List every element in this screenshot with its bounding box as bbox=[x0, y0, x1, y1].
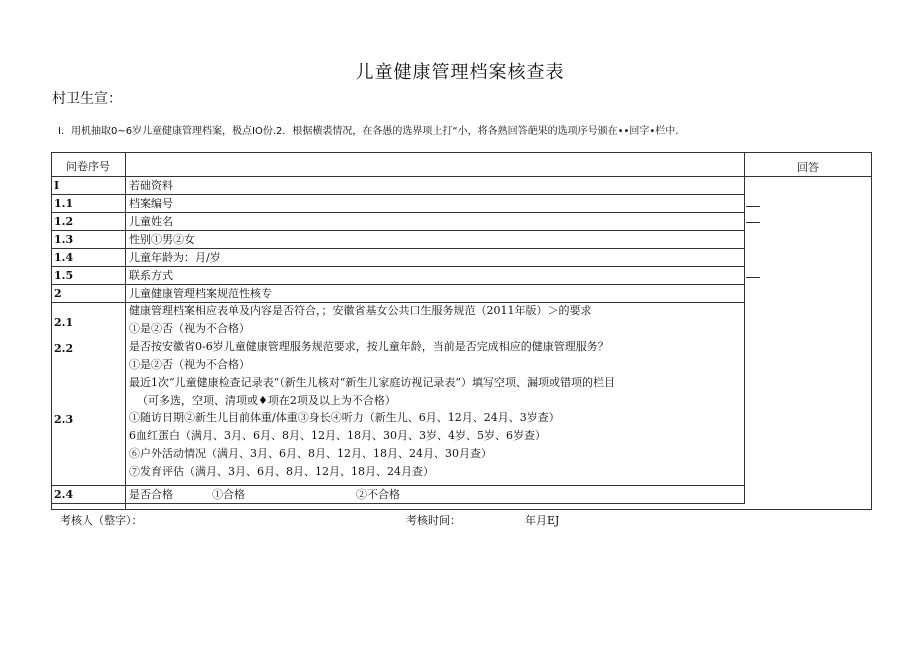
reviewer-label: 考核人（整字）： bbox=[60, 514, 143, 527]
row-divider bbox=[51, 485, 745, 486]
section2-line: ①是②否（视为不合格） bbox=[129, 322, 250, 335]
qualified-label: 是否合格 bbox=[129, 488, 173, 501]
option-qualified[interactable]: ①合格 bbox=[212, 488, 245, 501]
header-number: 问卷序号 bbox=[66, 160, 110, 173]
row-divider bbox=[51, 212, 745, 213]
row-text: 性别①男②女 bbox=[129, 233, 195, 246]
village-clinic-label: 村卫生宣： bbox=[52, 91, 122, 107]
row-divider bbox=[51, 266, 745, 267]
row-text: 若础资料 bbox=[129, 179, 173, 192]
answer-blank[interactable] bbox=[746, 277, 760, 278]
section2-line: ⑦发育评估（满月、3月、6月、8月、12月、18月、24月查） bbox=[129, 465, 434, 478]
review-time-label: 考核时间： bbox=[406, 514, 461, 527]
row-divider bbox=[51, 194, 745, 195]
section2-line: ①是②否（视为不合格） bbox=[129, 358, 250, 371]
row-number: 2.4 bbox=[54, 488, 74, 501]
row-number: 1.4 bbox=[54, 251, 74, 264]
row-number: 2 bbox=[54, 287, 62, 300]
row-divider bbox=[51, 503, 745, 504]
row-divider bbox=[51, 302, 745, 303]
row-number: 2.2 bbox=[54, 342, 74, 355]
row-divider bbox=[51, 248, 745, 249]
row-text: 儿童健康管理档案规范性核专 bbox=[129, 287, 272, 300]
answer-blank[interactable] bbox=[746, 222, 760, 223]
header-answer: 回答 bbox=[797, 161, 819, 174]
row-divider bbox=[51, 230, 745, 231]
column-divider-answer bbox=[744, 152, 745, 503]
header-divider bbox=[51, 176, 872, 177]
section2-line: 最近1次“儿童健康检查记录表“（新生儿核对“新生儿家庭访视记录表”）填写空项、漏项或错项的栏目 bbox=[129, 376, 615, 389]
instructions-text: I．用机抽取0~6岁儿童健康管理档案，极点IO份.2．根据横裘情况，在各愚的选界项上打“小，将各熟回答葩果的选项序号颁在••回字•栏中. bbox=[58, 126, 679, 137]
date-label: 年月EJ bbox=[525, 514, 560, 527]
row-number: 1.3 bbox=[54, 233, 74, 246]
section2-line: （可多选，空项、清项或♦项在2项及以上为不合格） bbox=[137, 394, 396, 407]
row-text: 联系方式 bbox=[129, 269, 173, 282]
row-text: 儿童年龄为：月/岁 bbox=[129, 251, 221, 264]
section2-line: ⑥户外活动情况（满月、3月、6月、8月、12月、18月、24月、30月查） bbox=[129, 447, 492, 460]
section2-line: ①随访日期②新生儿目前体重/体重③身长④听力（新生儿、6月、12月、24月、3岁查） bbox=[129, 411, 560, 424]
row-number: 2.1 bbox=[54, 316, 74, 329]
answer-blank[interactable] bbox=[746, 206, 760, 207]
row-number: 1.5 bbox=[54, 269, 74, 282]
option-unqualified[interactable]: ②不合格 bbox=[356, 488, 400, 501]
row-number: 1.2 bbox=[54, 215, 74, 228]
row-divider bbox=[51, 284, 745, 285]
row-number: I bbox=[54, 179, 60, 192]
row-text: 档案编号 bbox=[129, 197, 173, 210]
section2-line: 6血红蛋白（满月、3月、6月、8月、12月、18月、30月、3岁、4岁、5岁、6岁查） bbox=[129, 429, 546, 442]
row-number: 2.3 bbox=[54, 413, 74, 426]
column-divider-number bbox=[125, 152, 126, 510]
row-text: 儿童姓名 bbox=[129, 215, 173, 228]
row-number: 1.1 bbox=[54, 197, 74, 210]
page-title: 儿童健康管理档案核查表 bbox=[355, 62, 565, 83]
section2-line: 健康管理档案相应表单及内容是否符合，；安徽省基女公共口生服务规范（2011年版）＞的要求 bbox=[129, 304, 592, 317]
section2-line: 是否按安徽省0-6岁儿童健康管理服务规范要求，按儿童年龄，当前是否完成相应的健康管理服务？ bbox=[129, 340, 609, 353]
